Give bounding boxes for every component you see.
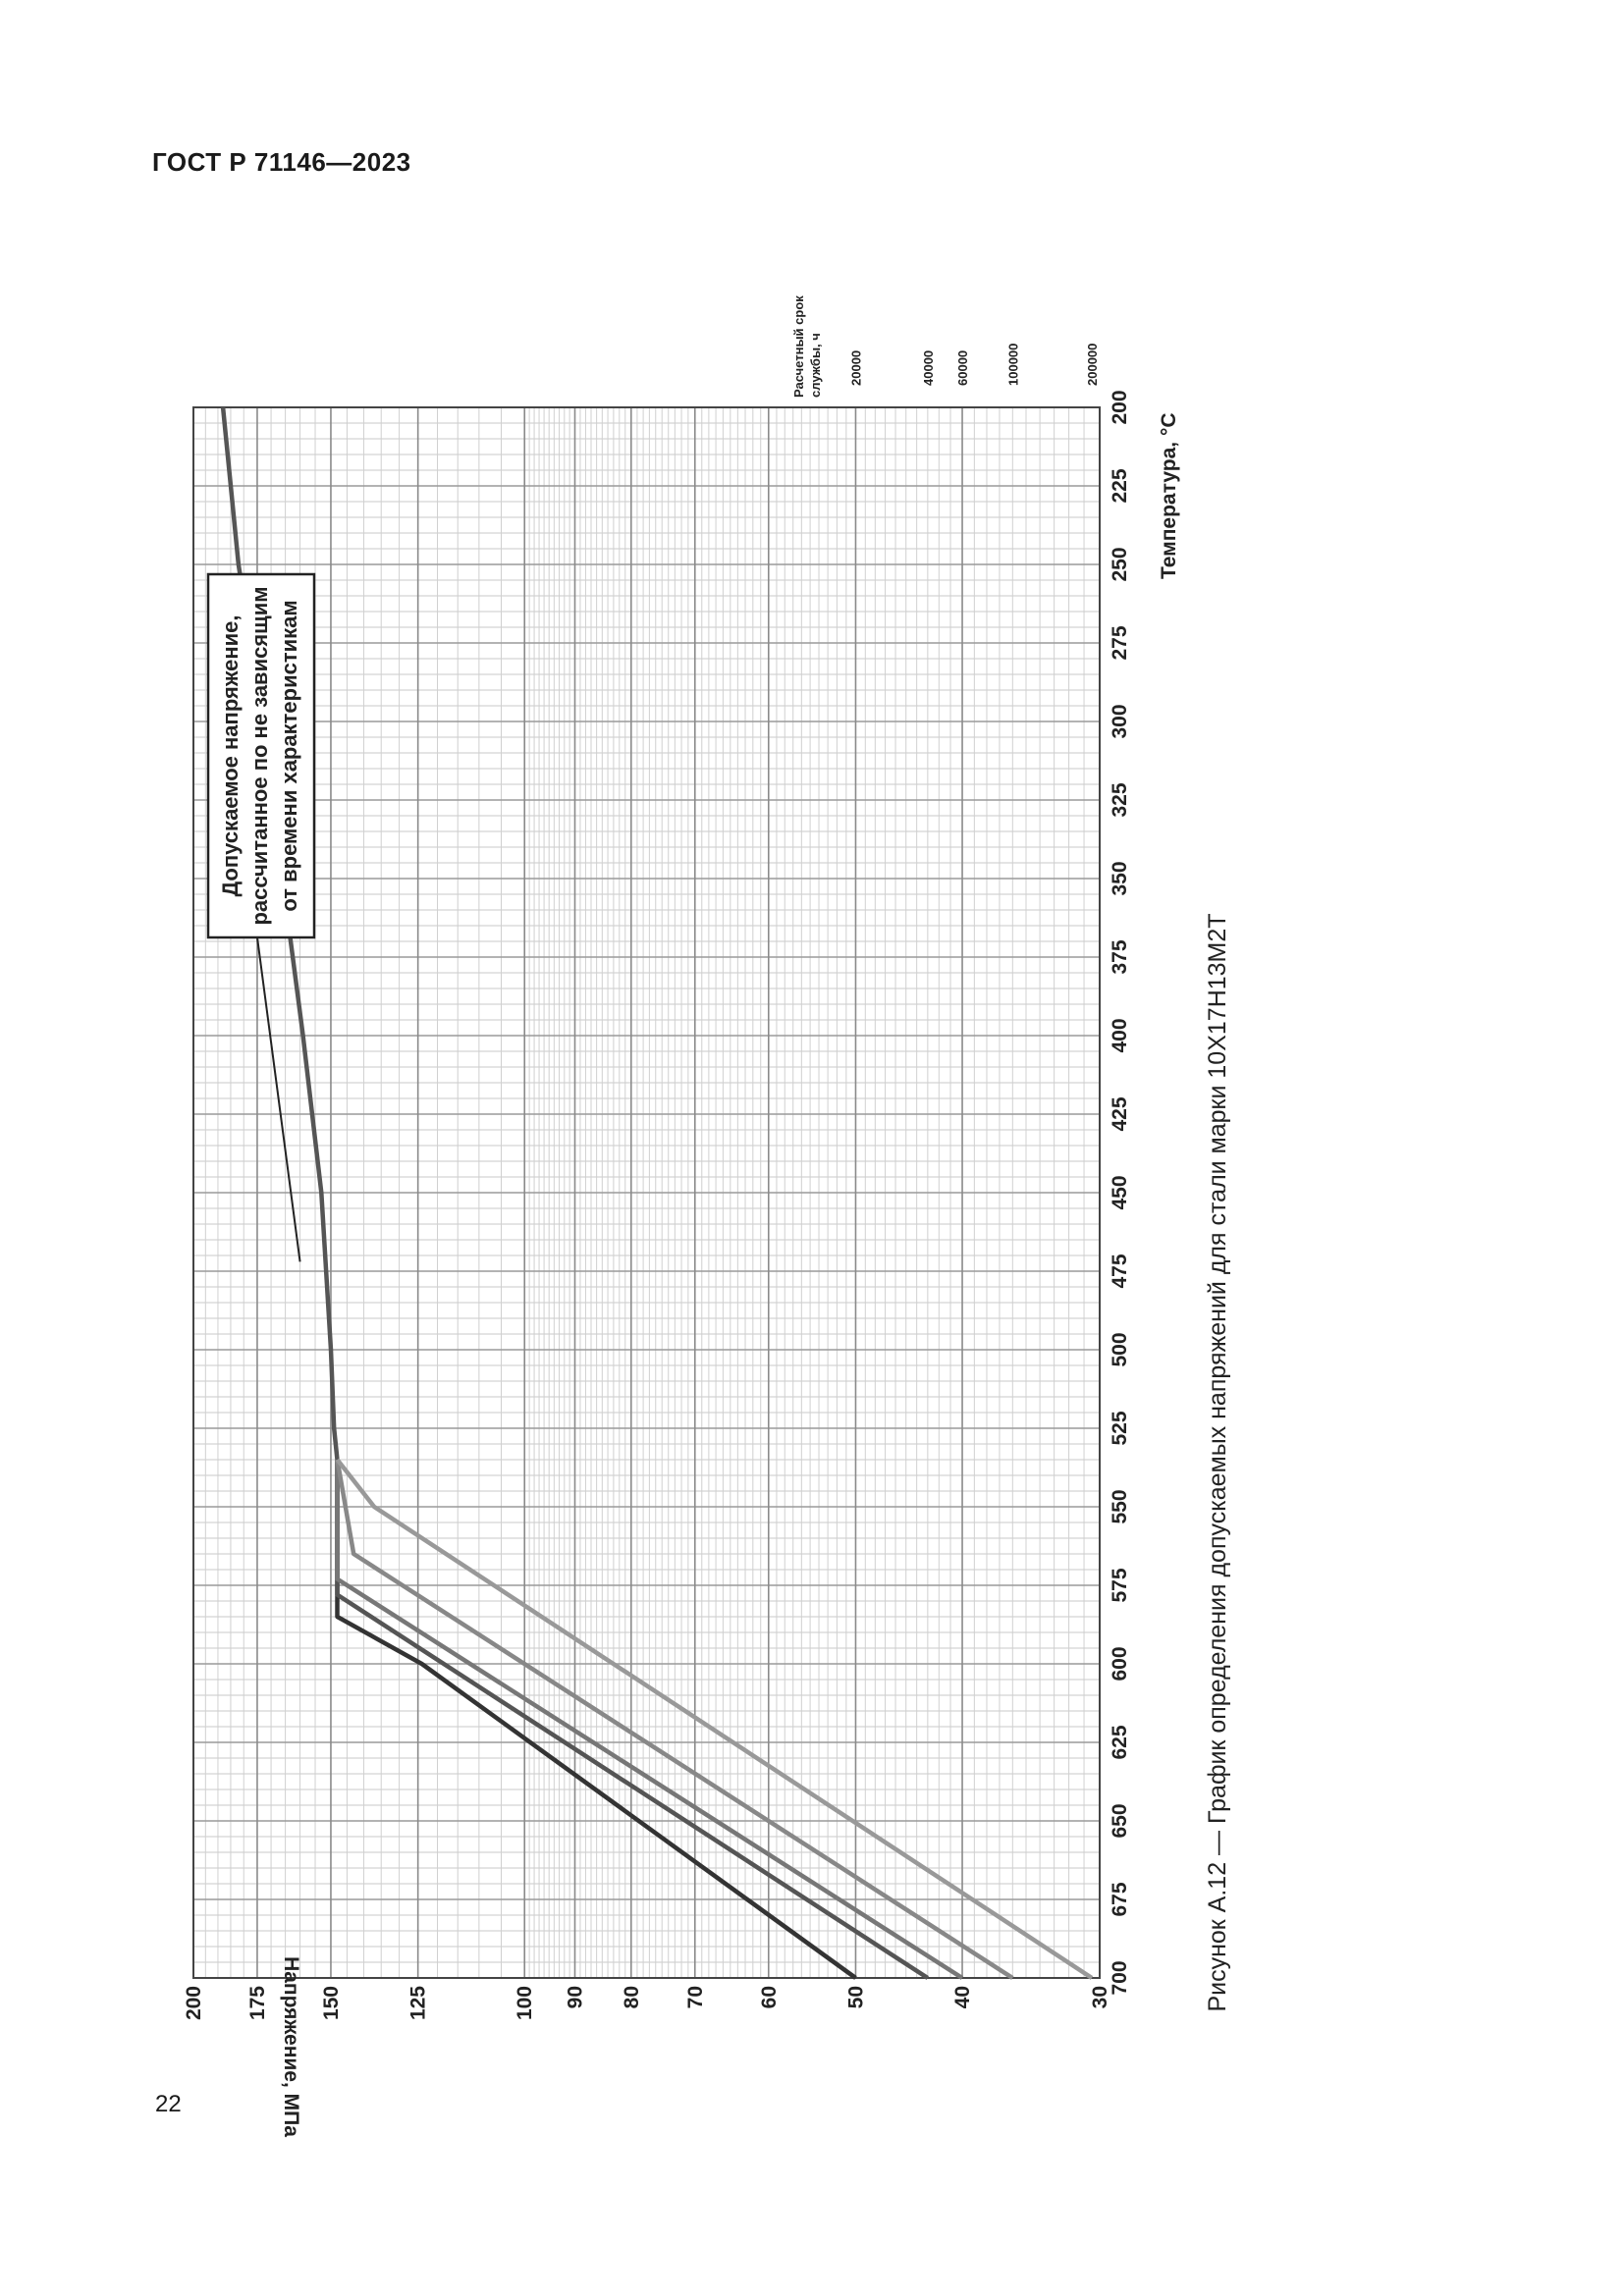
legend-entry: 40000: [920, 349, 936, 386]
x-tick-label: 700: [1109, 1960, 1131, 1996]
y-tick-label: 80: [620, 1986, 643, 2009]
y-tick-label: 150: [319, 1986, 343, 2021]
y-tick-label: 40: [951, 1986, 975, 2009]
legend-title-line-2: службы, ч: [808, 333, 823, 398]
x-tick-label: 675: [1109, 1882, 1131, 1917]
x-axis-label: Температура, °С: [1158, 412, 1180, 579]
x-tick-label: 500: [1109, 1332, 1131, 1367]
x-tick-label: 325: [1109, 782, 1131, 818]
figure-caption: Рисунок А.12 — График определения допускаемых напряжений для стали марки 10Х17Н13М2Т: [1204, 913, 1231, 2012]
x-tick-label: 625: [1109, 1725, 1131, 1760]
annotation: [208, 574, 314, 1261]
legend-title-line-1: Расчетный срок: [791, 295, 806, 398]
x-tick-label: 400: [1109, 1018, 1131, 1053]
legend-entry: 200000: [1084, 343, 1100, 386]
legend-entry: 60000: [955, 349, 971, 386]
legend: [848, 344, 1099, 386]
y-tick-label: 125: [406, 1986, 430, 2021]
annotation-text-line: Допускаемое напряжение,: [218, 614, 243, 897]
x-tick-label: 650: [1109, 1803, 1131, 1839]
annotation-text-line: рассчитанное по не зависящим: [247, 586, 272, 926]
x-tick-label: 350: [1109, 861, 1131, 896]
series-line-200000: [338, 1460, 1093, 1978]
page-number: 22: [155, 2091, 182, 2117]
y-tick-label: 175: [245, 1986, 269, 2021]
legend-entry: 20000: [848, 349, 864, 386]
annotation-text-line: от времени характеристикам: [277, 600, 301, 912]
x-tick-label: 575: [1109, 1568, 1131, 1603]
y-tick-label: 70: [683, 1986, 707, 2009]
legend-entry: 100000: [1005, 343, 1021, 386]
annotation-leader-line: [257, 937, 300, 1261]
y-axis-label: Напряжение, МПа: [280, 1956, 302, 2137]
x-tick-label: 475: [1109, 1254, 1131, 1289]
x-tick-label: 375: [1109, 939, 1131, 975]
x-tick-label: 250: [1109, 547, 1131, 582]
x-tick-label: 200: [1109, 390, 1131, 425]
y-tick-label: 90: [564, 1986, 587, 2009]
y-tick-label: 60: [757, 1986, 781, 2009]
y-tick-label: 100: [514, 1986, 537, 2021]
x-tick-label: 300: [1109, 704, 1131, 739]
y-tick-labels: [183, 1986, 1111, 2020]
x-tick-label: 450: [1109, 1175, 1131, 1210]
document-header: ГОСТ Р 71146—2023: [152, 147, 411, 177]
x-tick-label: 425: [1109, 1096, 1131, 1132]
y-tick-label: 200: [183, 1986, 205, 2021]
x-tick-label: 600: [1109, 1646, 1131, 1682]
y-tick-label: 30: [1089, 1986, 1111, 2009]
x-tick-label: 525: [1109, 1411, 1131, 1446]
x-tick-label: 225: [1109, 468, 1131, 504]
x-tick-label: 550: [1109, 1489, 1131, 1524]
x-tick-labels: [1109, 390, 1131, 1995]
x-tick-label: 275: [1109, 625, 1131, 661]
y-tick-label: 50: [844, 1986, 868, 2009]
